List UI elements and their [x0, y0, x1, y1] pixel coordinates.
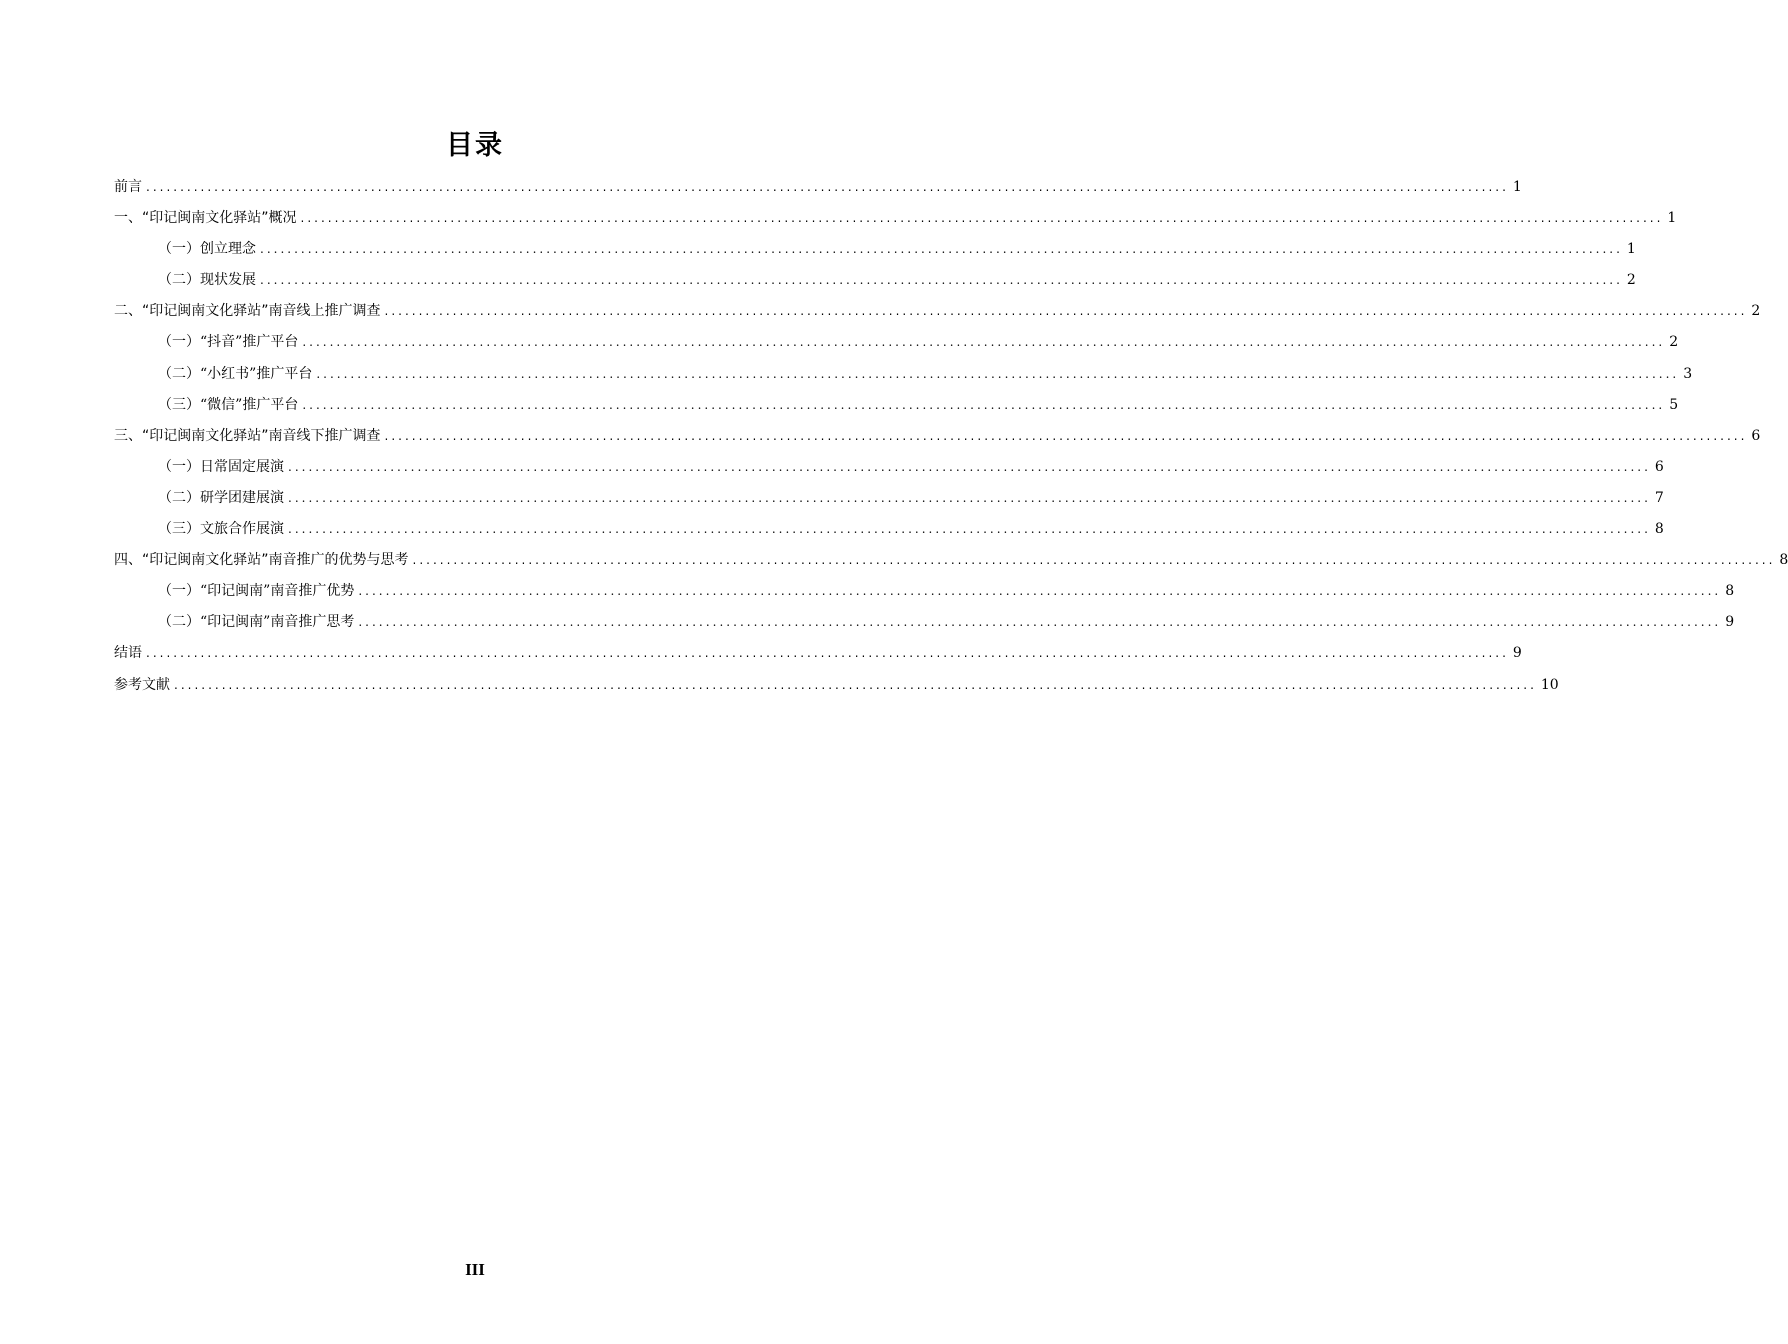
- toc-entry[interactable]: [114, 359, 1693, 390]
- toc-entry[interactable]: [114, 638, 1522, 669]
- toc-dot-leader: ........................................................................................................................................................................................................: [300, 211, 1664, 226]
- toc-entry[interactable]: [114, 607, 1735, 638]
- toc-entry-page: 9: [1725, 614, 1735, 631]
- toc-entry-page: 1: [1667, 210, 1677, 227]
- toc-entry-title: 文旅合作展演: [200, 521, 284, 538]
- toc-entry[interactable]: [114, 421, 1761, 452]
- toc-dot-leader: ........................................................................................................................................................................................................: [316, 366, 1680, 381]
- toc-entry-number: （一）: [158, 583, 200, 600]
- toc-entry[interactable]: [114, 390, 1679, 421]
- toc-entry-title: 结语: [114, 645, 142, 662]
- toc-entry-number: 四、: [114, 552, 142, 569]
- toc-entry[interactable]: [114, 514, 1664, 545]
- toc-entry-title: 创立理念: [200, 241, 256, 258]
- toc-entry-page: 3: [1683, 365, 1693, 382]
- toc-entry-number: （一）: [158, 458, 200, 475]
- toc-entry[interactable]: [114, 545, 1788, 576]
- toc-entry-page: 1: [1512, 179, 1522, 195]
- toc-dot-leader: ........................................................................................................................................................................................................: [412, 553, 1776, 568]
- toc-entry[interactable]: [114, 483, 1664, 514]
- toc-entry-title: “印记闽南”南音推广思考: [200, 614, 355, 631]
- toc-dot-leader: ........................................................................................................................................................................................................: [146, 646, 1509, 661]
- toc-entry-number: （二）: [158, 489, 200, 506]
- toc-entry-page: 2: [1669, 334, 1679, 351]
- toc-dot-leader: ........................................................................................................................................................................................................: [260, 273, 1623, 288]
- toc-entry-page: 8: [1654, 521, 1664, 538]
- toc-entry-title: “印记闽南文化驿站”南音线下推广调查: [142, 427, 381, 444]
- table-of-contents: [114, 172, 1788, 701]
- toc-entry[interactable]: [114, 576, 1735, 607]
- toc-entry-page: 6: [1654, 458, 1664, 475]
- toc-entry-page: 8: [1725, 583, 1735, 600]
- toc-dot-leader: ........................................................................................................................................................................................................: [384, 304, 1748, 319]
- toc-dot-leader: ........................................................................................................................................................................................................: [358, 615, 1722, 630]
- toc-entry-number: （二）: [158, 272, 200, 289]
- toc-entry-number: 二、: [114, 303, 142, 320]
- toc-entry-title: “印记闽南”南音推广优势: [200, 583, 355, 600]
- toc-dot-leader: ........................................................................................................................................................................................................: [174, 677, 1537, 692]
- toc-entry-number: 三、: [114, 427, 142, 444]
- toc-entry-page: 9: [1512, 645, 1522, 662]
- toc-entry-number: （三）: [158, 521, 200, 538]
- toc-entry-page: 1: [1626, 241, 1636, 258]
- toc-entry[interactable]: [114, 203, 1677, 234]
- toc-entry-title: 研学团建展演: [200, 489, 284, 506]
- toc-entry[interactable]: [114, 327, 1679, 358]
- page-number: III: [465, 1260, 485, 1279]
- toc-entry-title: “印记闽南文化驿站”南音线上推广调查: [142, 303, 381, 320]
- toc-dot-leader: ........................................................................................................................................................................................................: [302, 397, 1666, 412]
- toc-entry-number: （一）: [158, 334, 200, 351]
- toc-entry-title: “微信”推广平台: [200, 396, 299, 413]
- toc-entry-number: （一）: [158, 241, 200, 258]
- toc-entry-number: 一、: [114, 210, 142, 227]
- toc-entry[interactable]: [114, 172, 1522, 203]
- toc-entry-page: 7: [1654, 489, 1664, 506]
- toc-entry-page: 10: [1540, 676, 1559, 693]
- toc-entry-number: （二）: [158, 614, 200, 631]
- toc-entry-page: 5: [1669, 396, 1679, 413]
- toc-dot-leader: ........................................................................................................................................................................................................: [288, 459, 1651, 474]
- toc-entry-title: 参考文献: [114, 676, 170, 693]
- toc-entry[interactable]: [114, 265, 1636, 296]
- toc-entry-page: 2: [1626, 272, 1636, 289]
- toc-dot-leader: ........................................................................................................................................................................................................: [358, 584, 1722, 599]
- toc-dot-leader: ........................................................................................................................................................................................................: [384, 428, 1748, 443]
- toc-entry-title: 现状发展: [200, 272, 256, 289]
- toc-entry-title: “抖音”推广平台: [200, 334, 299, 351]
- toc-entry-number: （二）: [158, 365, 200, 382]
- toc-entry[interactable]: [114, 670, 1559, 701]
- toc-entry-page: 2: [1751, 303, 1761, 320]
- toc-dot-leader: ........................................................................................................................................................................................................: [146, 180, 1509, 194]
- toc-entry[interactable]: [114, 452, 1664, 483]
- toc-entry-title: “印记闽南文化驿站”概况: [142, 210, 297, 227]
- page-title: 目录: [446, 130, 504, 161]
- toc-dot-leader: ........................................................................................................................................................................................................: [302, 335, 1666, 350]
- toc-entry-number: （三）: [158, 396, 200, 413]
- toc-dot-leader: ........................................................................................................................................................................................................: [288, 522, 1651, 537]
- toc-entry[interactable]: [114, 296, 1761, 327]
- toc-entry-page: 6: [1751, 427, 1761, 444]
- toc-entry-title: 前言: [114, 179, 142, 195]
- toc-dot-leader: ........................................................................................................................................................................................................: [288, 490, 1651, 505]
- toc-entry-title: “印记闽南文化驿站”南音推广的优势与思考: [142, 552, 409, 569]
- toc-dot-leader: ........................................................................................................................................................................................................: [260, 242, 1623, 257]
- toc-entry-title: “小红书”推广平台: [200, 365, 313, 382]
- toc-entry[interactable]: [114, 234, 1636, 265]
- toc-entry-title: 日常固定展演: [200, 458, 284, 475]
- toc-entry-page: 8: [1779, 552, 1788, 569]
